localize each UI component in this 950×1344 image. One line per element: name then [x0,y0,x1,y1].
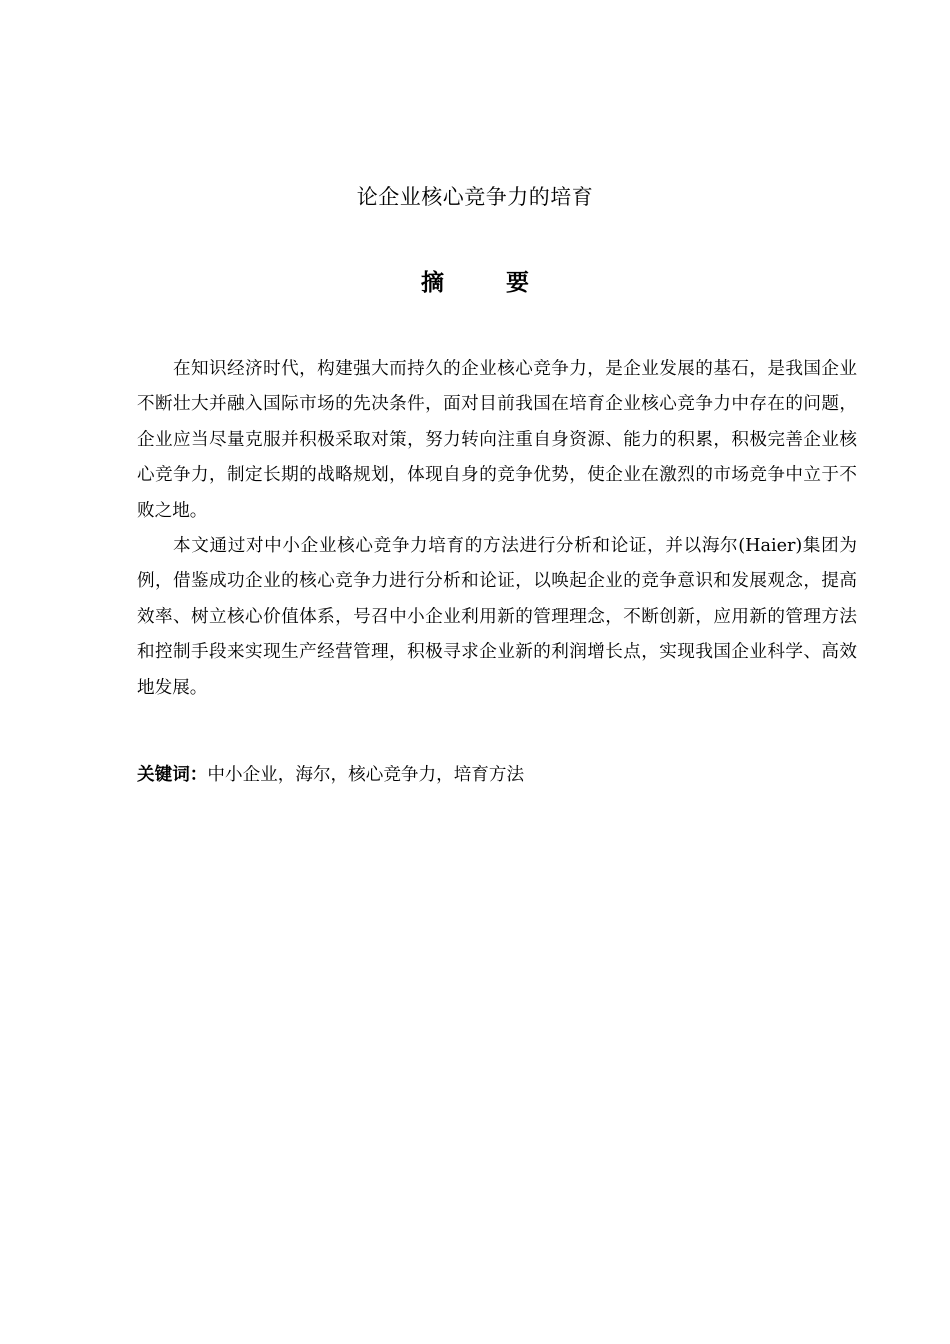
keywords-value: 中小企业，海尔，核心竞争力，培育方法 [207,765,525,785]
abstract-paragraph-1: 在知识经济时代，构建强大而持久的企业核心竞争力，是企业发展的基石，是我国企业不断壮大并融入国际市场的先决条件，面对目前我国在培育企业核心竞争力中存在的问题，企业应当尽量克服并积极采取对策，努力转向注重自身资源、能力的积累，积极完善企业核心竞争力，制定长期的战略规划，体现自身的竞争优势，使企业在激烈的市场竞争中立于不败之地。 [137,359,857,521]
document-title: 论企业核心竞争力的培育 [356,185,594,209]
keywords-line [137,758,857,792]
abstract-heading-char-2: 要 [506,270,529,296]
abstract-paragraph-2: 本文通过对中小企业核心竞争力培育的方法进行分析和论证，并以海尔(Haier)集团为例，借鉴成功企业的核心竞争力进行分析和论证，以唤起企业的竞争意识和发展观念，提高效率、树立核心价值体系，号召中小企业利用新的管理理念，不断创新，应用新的管理方法和控制手段来实现生产经营管理，积极寻求企业新的利润增长点，实现我国企业科学、高效地发展。 [137,536,857,698]
abstract-heading [0,266,950,300]
abstract-heading-char-1: 摘 [421,270,444,296]
abstract-body [137,352,857,706]
keywords-label: 关键词： [137,765,208,785]
